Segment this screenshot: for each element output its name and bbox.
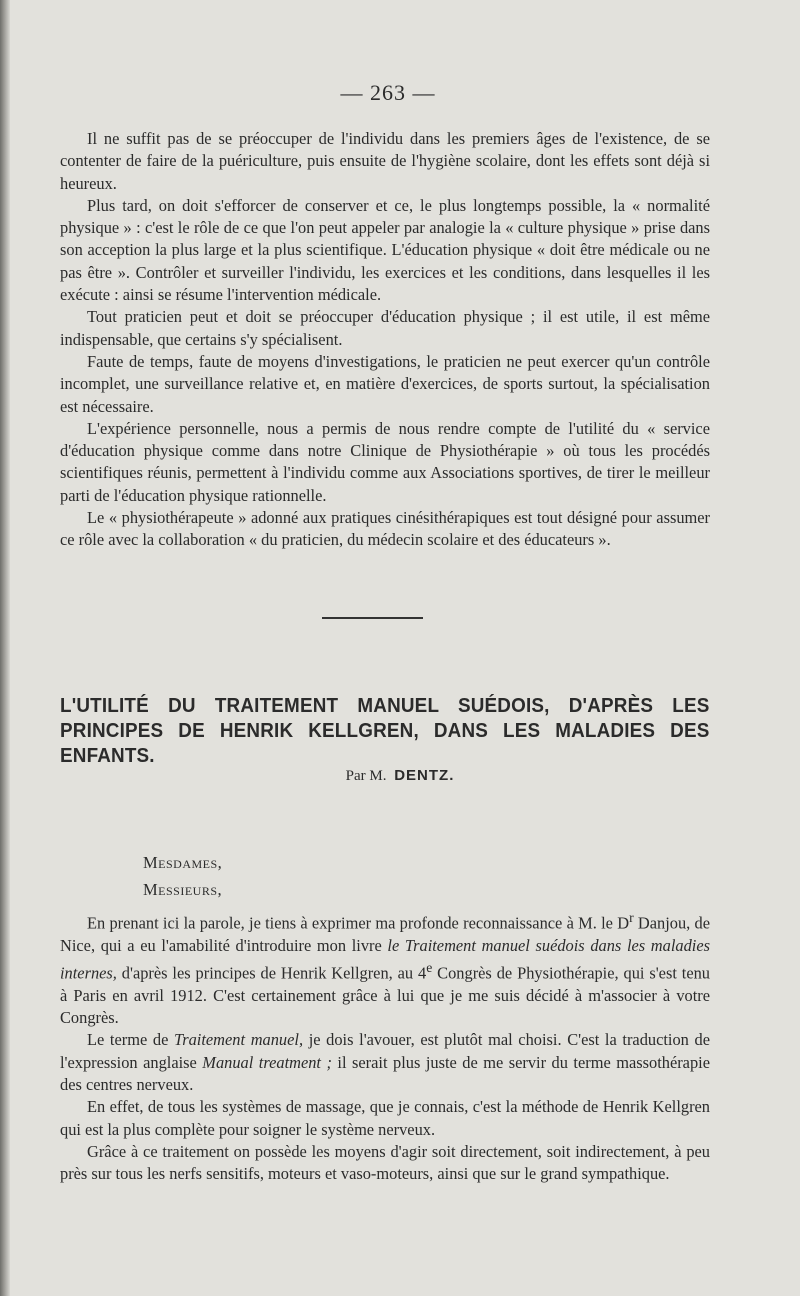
byline-prefix: Par M. — [345, 768, 387, 784]
article-title: L'UTILITÉ DU TRAITEMENT MANUEL SUÉDOIS, D'APRÈS LES PRINCIPES DE HENRIK KELLGREN, DANS LES MALADIES DES ENFANTS. — [60, 694, 710, 767]
paragraph: En effet, de tous les systèmes de massage, que je connais, c'est la méthode de Henrik Kellgren qui est la plus complète pour soigner le système nerveux. — [60, 1097, 710, 1139]
section-separator — [322, 617, 423, 619]
paragraph: Plus tard, on doit s'efforcer de conserver et ce, le plus longtemps possible, la « normalité physique » : c'est le rôle de ce que l'on peut appeler par analogie la « culture physique » prise dans son acception la plus large et la plus scientifique. L'éducation physique « doit être médicale ou ne pas être ». Contrôler et surveiller l'individu, les exercices et les conditions, dans lesquelles il les exécute : ainsi se résume l'intervention médicale. — [60, 195, 710, 305]
page-edge-shadow — [0, 0, 10, 1296]
byline-author: DENTZ. — [394, 767, 455, 784]
salutation-mesdames: Mesdames, — [143, 853, 223, 872]
salutation-messieurs: Messieurs, — [143, 880, 223, 899]
byline — [0, 767, 800, 785]
paragraph: L'expérience personnelle, nous a permis de nous rendre compte de l'utilité du « service d'éducation physique comme dans notre Clinique de Physiothérapie » où tous les procédés scientifiques réunis, permettent à l'individu comme aux Associations sportives, de tirer le meilleur parti de l'éducation physique rationnelle. — [60, 418, 710, 505]
paragraph: Faute de temps, faute de moyens d'investigations, le praticien ne peut exercer qu'un contrôle incomplet, une surveillance relative et, en matière d'exercices, de sports surtout, la spécialisation est nécessaire. — [60, 351, 710, 416]
paragraph: Il ne suffit pas de se préoccuper de l'individu dans les premiers âges de l'existence, de se contenter de faire de la puériculture, puis ensuite de l'hygiène scolaire, dont les effets sont déjà si heureux. — [60, 129, 710, 193]
article-body — [60, 907, 710, 1186]
paragraph: En prenant ici la parole, je tiens à exprimer ma profonde reconnaissance à M. le $D^r$ Danjou, de Nice, qui a eu l'amabilité d'introduire mon livre le Traitement manuel suédois dans les maladies internes, d'après les principes de Henrik Kellgren, au 4e Congrès de Physiothérapie, qui s'est tenu à Paris en avril 1912. C'est certainement grâce à lui que je me suis décidé à m'associer à votre Congrès. — [60, 910, 711, 1028]
top-section-text — [60, 128, 710, 552]
paragraph: Le « physiothérapeute » adonné aux pratiques cinésithérapiques est tout désigné pour assumer ce rôle avec la collaboration « du praticien, du médecin scolaire et des éducateurs ». — [60, 508, 710, 550]
paragraph: Tout praticien peut et doit se préoccuper d'éducation physique ; il est utile, il est même indispensable, que certains s'y spécialisent. — [60, 307, 710, 349]
paragraph: Grâce à ce traitement on possède les moyens d'agir soit directement, soit indirectement, à peu près sur tous les nerfs sensitifs, moteurs et vaso-moteurs, ainsi que sur le grand sympathique. — [60, 1141, 710, 1184]
paragraph: Le terme de Traitement manuel, je dois l'avouer, est plutôt mal choisi. C'est la traduction de l'expression anglaise Manual treatment ; il serait plus juste de me servir du terme massothérapie des centres nerveux. — [60, 1030, 710, 1095]
page-number: — 263 — — [340, 80, 436, 105]
